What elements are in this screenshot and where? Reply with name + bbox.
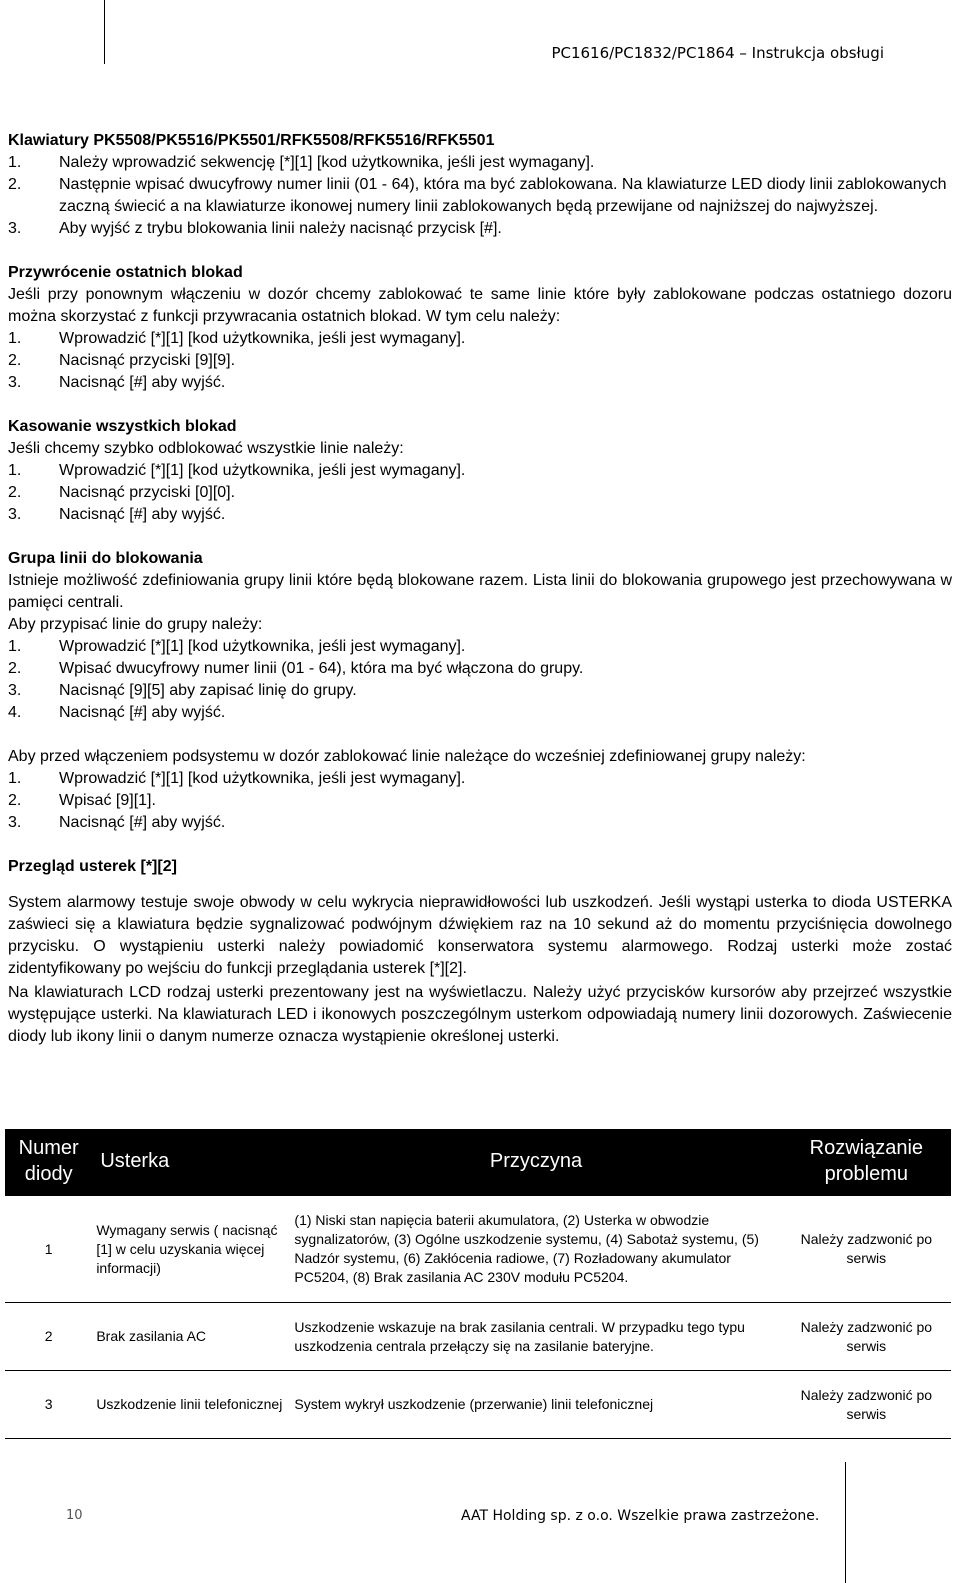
list-item: 2. Wpisać dwucyfrowy numer linii (01 - 64), która ma być włączona do grupy. (8, 660, 584, 677)
list-item: 3. Nacisnąć [#] aby wyjść. (8, 814, 226, 831)
section-text-group-3: Aby przed włączeniem podsystemu w dozór zablokować linie należące do wcześniej zdefiniowanej grupy należy: (8, 748, 806, 765)
table-cell-cause: Uszkodzenie wskazuje na brak zasilania centrali. W przypadku tego typu uszkodzenia centrala przełączy się na zasilanie bateryjne. (290, 1303, 781, 1371)
table-cell-number: 3 (5, 1371, 92, 1439)
list-item: 1. Wprowadzić [*][1] [kod użytkownika, jeśli jest wymagany]. (8, 638, 466, 655)
section-text-group-2: Aby przypisać linie do grupy należy: (8, 616, 263, 633)
list-item: 1. Wprowadzić [*][1] [kod użytkownika, jeśli jest wymagany]. (8, 462, 466, 479)
table-row (5, 1371, 951, 1439)
table-cell-fault: Uszkodzenie linii telefonicznej (92, 1371, 290, 1439)
table-cell-number: 1 (5, 1195, 92, 1303)
page-header-title: PC1616/PC1832/PC1864 – Instrukcja obsługi (551, 44, 884, 62)
restore-steps-list (8, 328, 952, 394)
clear-steps-list (8, 460, 952, 526)
footer-copyright: AAT Holding sp. z o.o. Wszelkie prawa zastrzeżone. (461, 1508, 820, 1524)
table-row (5, 1303, 951, 1371)
table-header-cell: Numer diody (5, 1129, 92, 1195)
section-title-keypads: Klawiatury PK5508/PK5516/PK5501/RFK5508/RFK5516/RFK5501 (8, 132, 495, 149)
section-text-group: Istnieje możliwość zdefiniowania grupy linii które będą blokowane razem. Lista linii do blokowania grupowego jest przechowywana w pamięci centrali. (8, 572, 952, 611)
group-steps-list (8, 636, 952, 724)
table-cell-number: 2 (5, 1303, 92, 1371)
list-item: 2. Nacisnąć przyciski [9][9]. (8, 352, 236, 369)
list-item: 1. Wprowadzić [*][1] [kod użytkownika, jeśli jest wymagany]. (8, 330, 466, 347)
section-text-clear: Jeśli chcemy szybko odblokować wszystkie linie należy: (8, 440, 404, 457)
table-header-row (5, 1129, 951, 1195)
section-text-troubles-2: Na klawiaturach LCD rodzaj usterki prezentowany jest na wyświetlaczu. Należy użyć przycisków kursorów aby przejrzeć wszystkie występujące usterki. Na klawiaturach LED i ikonowych poszczególnym usterkom odpowiadają numery linii dozorowych. Zaświecenie diody lub ikony linii o danym numerze oznacza wystąpienie określonej usterki. (8, 984, 952, 1045)
list-item: 1. Należy wprowadzić sekwencję [*][1] [kod użytkownika, jeśli jest wymagany]. (8, 154, 595, 171)
section-title-troubles: Przegląd usterek [*][2] (8, 858, 177, 875)
list-item: 2. Wpisać [9][1]. (8, 792, 156, 809)
table-cell-solution: Należy zadzwonić po serwis (782, 1195, 951, 1303)
list-item: 3. Aby wyjść z trybu blokowania linii należy nacisnąć przycisk [#]. (8, 220, 502, 237)
footer-divider (845, 1462, 846, 1583)
section-text-restore: Jeśli przy ponownym włączeniu w dozór chcemy zablokować te same linie które były zablokowane podczas ostatniego dozoru można skorzystać z funkcji przywracania ostatnich blokad. W tym celu należy: (8, 286, 952, 325)
list-item: 3. Nacisnąć [#] aby wyjść. (8, 506, 226, 523)
page-number: 10 (66, 1508, 83, 1523)
table-header-cell: Usterka (92, 1129, 290, 1195)
table-cell-fault: Wymagany serwis ( nacisnąć [1] w celu uzyskania więcej informacji) (92, 1195, 290, 1303)
table-header-cell: Przyczyna (290, 1129, 781, 1195)
list-item: 2. Nacisnąć przyciski [0][0]. (8, 484, 236, 501)
table-cell-fault: Brak zasilania AC (92, 1303, 290, 1371)
bypass-steps-list (8, 152, 952, 240)
section-title-clear: Kasowanie wszystkich blokad (8, 418, 237, 435)
table-cell-solution: Należy zadzwonić po serwis (782, 1371, 951, 1439)
table-row (5, 1195, 951, 1303)
table-cell-solution: Należy zadzwonić po serwis (782, 1303, 951, 1371)
section-title-restore: Przywrócenie ostatnich blokad (8, 264, 243, 281)
list-item: 3. Nacisnąć [#] aby wyjść. (8, 374, 226, 391)
table-header-cell: Rozwiązanie problemu (782, 1129, 951, 1195)
table-cell-cause: System wykrył uszkodzenie (przerwanie) linii telefonicznej (290, 1371, 781, 1439)
header-divider (104, 0, 105, 64)
list-item: 2. Następnie wpisać dwucyfrowy numer linii (01 - 64), która ma być zablokowana. Na klawiaturze LED diody linii zablokowanych zaczną świecić a na klawiaturze ikonowej numery linii zablokowanych będą przewijane od najniższej do najwyższej. (8, 176, 947, 215)
group-bypass-steps-list (8, 768, 952, 834)
section-title-group: Grupa linii do blokowania (8, 550, 203, 567)
list-item: 3. Nacisnąć [9][5] aby zapisać linię do grupy. (8, 682, 357, 699)
troubles-table (5, 1129, 951, 1439)
section-text-troubles-1: System alarmowy testuje swoje obwody w celu wykrycia nieprawidłowości lub uszkodzeń. Jeśli wystąpi usterka to dioda USTERKA zaświeci się a klawiatura będzie sygnalizować podwójnym dźwiękiem raz na 10 sekund aż do momentu przyciśnięcia dowolnego przycisku. O wystąpieniu usterki należy powiadomić konserwatora systemu alarmowego. Rodzaj usterki może zostać zidentyfikowany po wejściu do funkcji przeglądania usterek [*][2]. (8, 894, 952, 977)
table-cell-cause: (1) Niski stan napięcia baterii akumulatora, (2) Usterka w obwodzie sygnalizatorów, (3) Ogólne uszkodzenie systemu, (4) Sabotaż systemu, (5) Nadzór systemu, (6) Zakłócenia radiowe, (7) Rozładowany akumulator PC5204, (8) Brak zasilania AC 230V modułu PC5204. (290, 1195, 781, 1303)
document-body (8, 130, 952, 1048)
list-item: 1. Wprowadzić [*][1] [kod użytkownika, jeśli jest wymagany]. (8, 770, 466, 787)
list-item: 4. Nacisnąć [#] aby wyjść. (8, 704, 226, 721)
